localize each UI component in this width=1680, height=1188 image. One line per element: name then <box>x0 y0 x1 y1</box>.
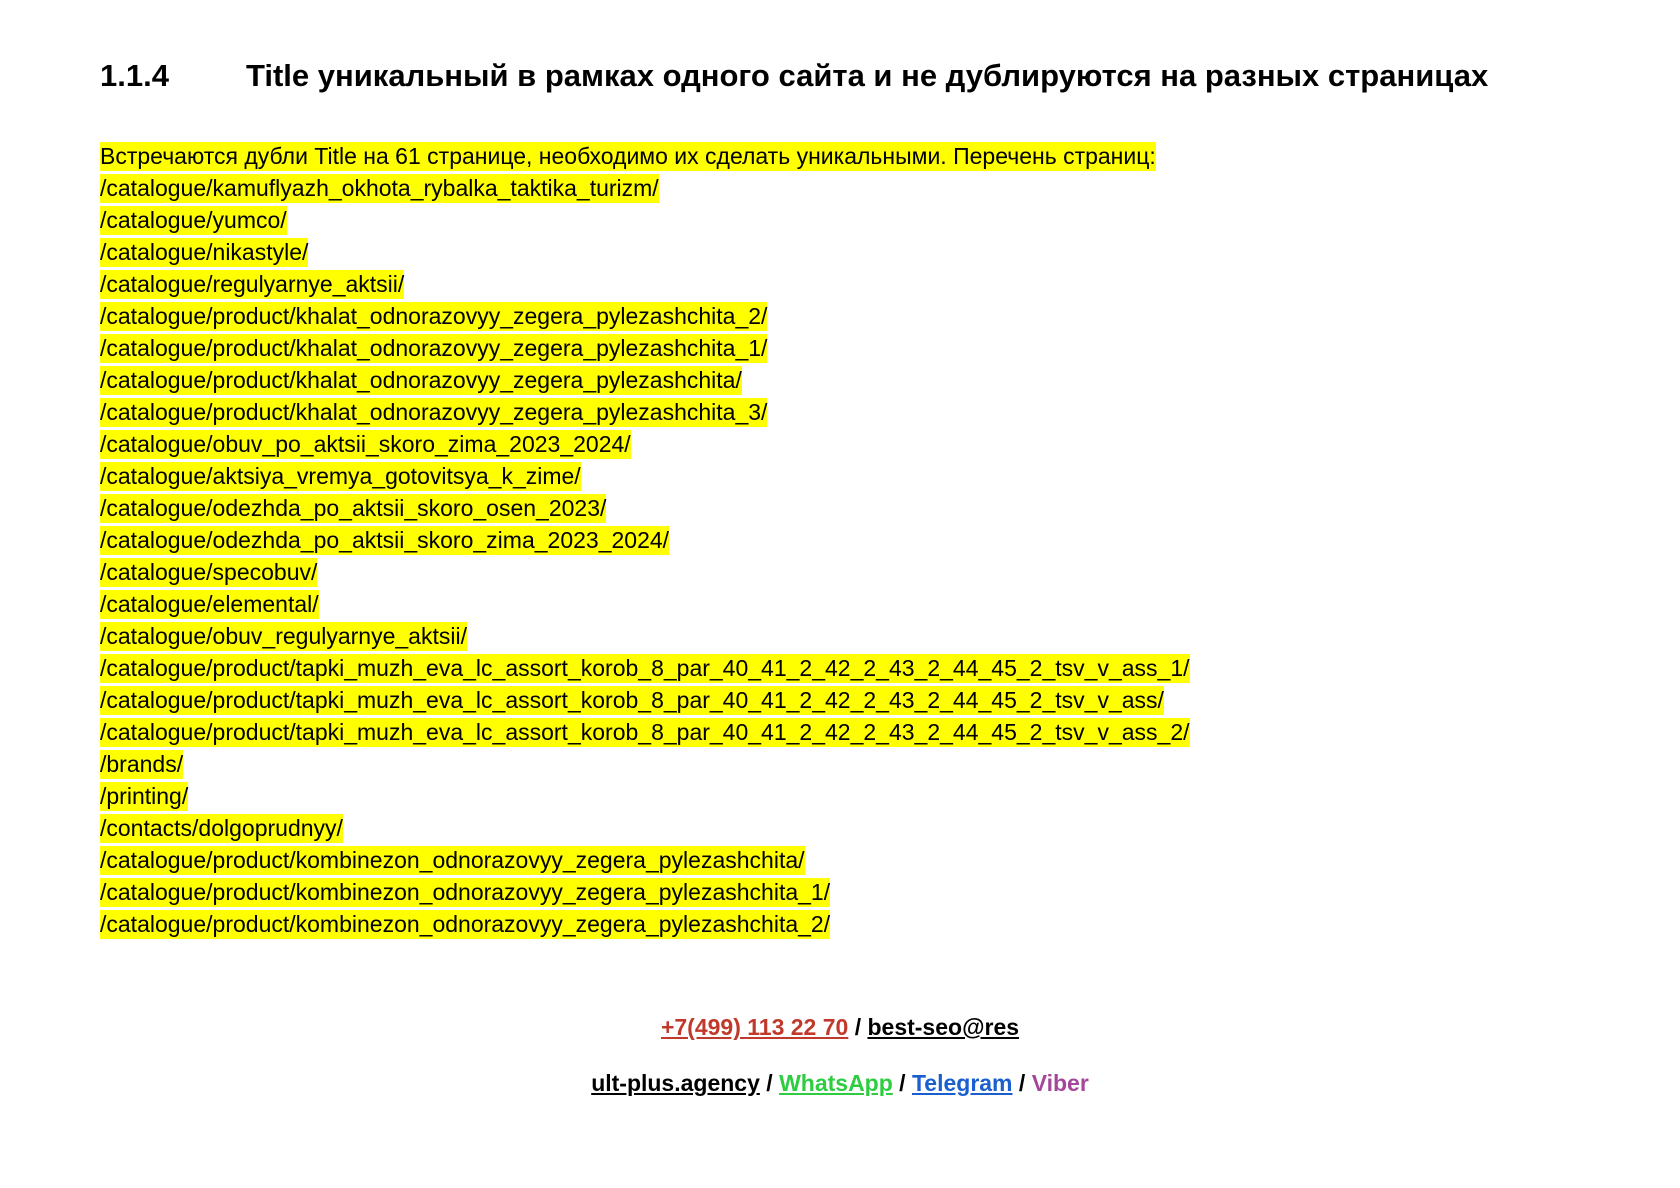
page-list-item <box>100 364 1600 396</box>
page-list-item <box>100 332 1600 364</box>
page-list-item <box>100 268 1600 300</box>
page-list-item <box>100 652 1600 684</box>
page-url: /catalogue/aktsiya_vremya_gotovitsya_k_zime/ <box>100 463 581 489</box>
page-url: /printing/ <box>100 783 189 809</box>
page-url: /catalogue/product/khalat_odnorazovyy_zegera_pylezashchita_3/ <box>100 399 768 425</box>
page-url: /catalogue/regulyarnye_aktsii/ <box>100 271 405 297</box>
viber-link[interactable]: Viber <box>1031 1070 1089 1096</box>
page-list-item <box>100 748 1600 780</box>
section-number: 1.1.4 <box>100 58 169 93</box>
page-list-item <box>100 812 1600 844</box>
page-list-item <box>100 780 1600 812</box>
page-url: /catalogue/nikastyle/ <box>100 239 309 265</box>
page-list-item <box>100 300 1600 332</box>
page-list-item <box>100 204 1600 236</box>
page-list-item <box>100 556 1600 588</box>
page-list-item <box>100 524 1600 556</box>
page-url: /catalogue/product/tapki_muzh_eva_lc_assort_korob_8_par_40_41_2_42_2_43_2_44_45_2_tsv_v_ass_2/ <box>100 719 1190 745</box>
separator: / <box>759 1070 780 1096</box>
page-list-item <box>100 844 1600 876</box>
page-url: /catalogue/specobuv/ <box>100 559 318 585</box>
page-list-item <box>100 460 1600 492</box>
page-list-item <box>100 588 1600 620</box>
footer-contacts-line-2 <box>0 1068 1680 1098</box>
page-url: /brands/ <box>100 751 184 777</box>
page-list-item <box>100 620 1600 652</box>
separator: / <box>1012 1070 1032 1096</box>
email-link-part2[interactable]: ult-plus.agency <box>591 1070 760 1096</box>
page-url: /catalogue/product/khalat_odnorazovyy_zegera_pylezashchita_2/ <box>100 303 768 329</box>
page-url: /catalogue/obuv_regulyarnye_aktsii/ <box>100 623 467 649</box>
page-list-item <box>100 428 1600 460</box>
page-list-item <box>100 172 1600 204</box>
page-url: /catalogue/odezhda_po_aktsii_skoro_osen_2023/ <box>100 495 607 521</box>
page-list-item <box>100 684 1600 716</box>
page-list-item <box>100 492 1600 524</box>
telegram-link[interactable]: Telegram <box>911 1070 1013 1096</box>
page-list-item <box>100 396 1600 428</box>
page-list-item <box>100 716 1600 748</box>
separator: / <box>892 1070 912 1096</box>
page-url: /catalogue/product/kombinezon_odnorazovyy_zegera_pylezashchita_1/ <box>100 879 831 905</box>
page-url: /catalogue/product/khalat_odnorazovyy_zegera_pylezashchita_1/ <box>100 335 768 361</box>
page-list-item <box>100 908 1600 940</box>
page-url: /catalogue/product/kombinezon_odnorazovyy_zegera_pylezashchita/ <box>100 847 805 873</box>
page-url: /catalogue/product/tapki_muzh_eva_lc_assort_korob_8_par_40_41_2_42_2_43_2_44_45_2_tsv_v_ass/ <box>100 687 1164 713</box>
section-heading <box>100 56 1488 96</box>
intro-line <box>100 140 1600 172</box>
footer-contacts-line-1 <box>0 1012 1680 1042</box>
separator: / <box>848 1014 868 1040</box>
page-url: /catalogue/kamuflyazh_okhota_rybalka_taktika_turizm/ <box>100 175 659 201</box>
page-url: /catalogue/product/tapki_muzh_eva_lc_assort_korob_8_par_40_41_2_42_2_43_2_44_45_2_tsv_v_ass_1/ <box>100 655 1190 681</box>
page-list-item <box>100 236 1600 268</box>
phone-link[interactable]: +7(499) 113 22 70 <box>660 1014 849 1040</box>
page-list-item <box>100 876 1600 908</box>
page-url: /catalogue/product/kombinezon_odnorazovyy_zegera_pylezashchita_2/ <box>100 911 831 937</box>
section-title: Title уникальный в рамках одного сайта и не дублируются на разных страницах <box>246 58 1489 93</box>
page-url: /catalogue/yumco/ <box>100 207 287 233</box>
page-url: /catalogue/product/khalat_odnorazovyy_zegera_pylezashchita/ <box>100 367 742 393</box>
duplicate-pages-list <box>100 172 1600 940</box>
intro-text: Встречаются дубли Title на 61 странице, необходимо их сделать уникальными. Перечень страниц: <box>100 143 1156 169</box>
page-url: /contacts/dolgoprudnyy/ <box>100 815 343 841</box>
whatsapp-link[interactable]: WhatsApp <box>779 1070 893 1096</box>
email-link-part1[interactable]: best-seo@res <box>867 1014 1020 1040</box>
page-url: /catalogue/obuv_po_aktsii_skoro_zima_2023_2024/ <box>100 431 631 457</box>
page-url: /catalogue/odezhda_po_aktsii_skoro_zima_2023_2024/ <box>100 527 670 553</box>
section-body <box>100 140 1600 940</box>
page-url: /catalogue/elemental/ <box>100 591 319 617</box>
